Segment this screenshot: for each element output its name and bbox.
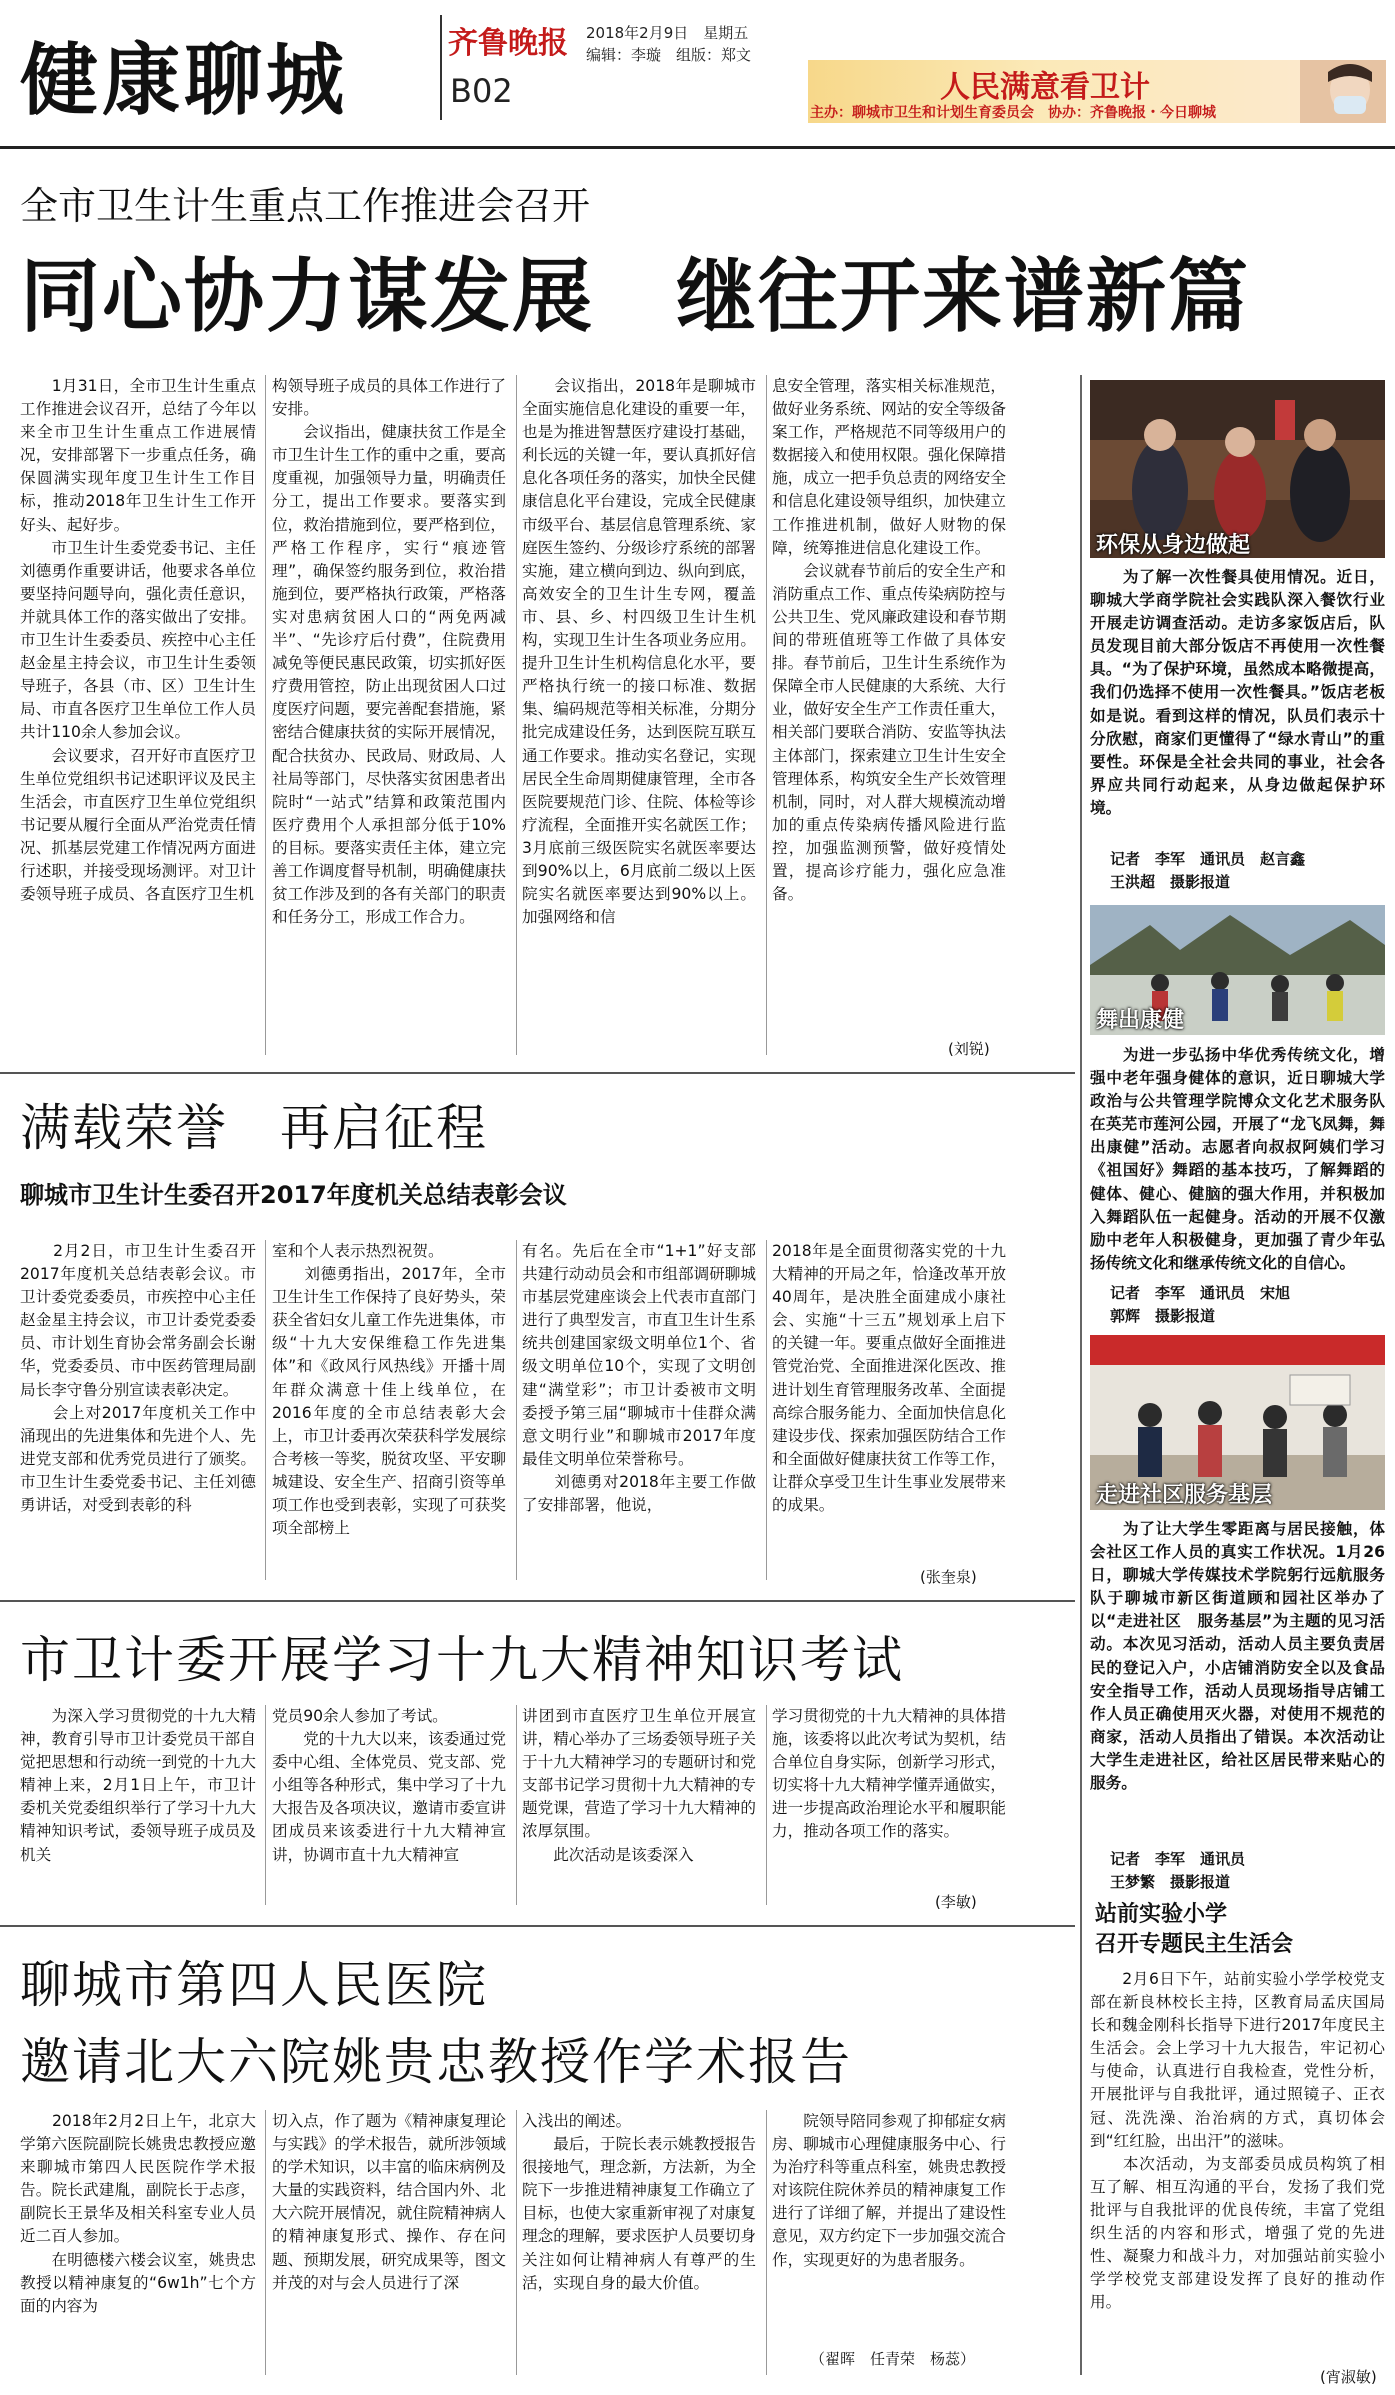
article3-column-1: 为深入学习贯彻党的十九大精神，教育引导市卫计委党员干部自觉把思想和行动统一到党的十九大精神上来，2月1日上午，市卫计委机关党委组织举行了学习十九大精神知识考试，委领导班子成员及机关: [20, 1707, 256, 1864]
sidebar-story-3: 为了让大学生零距离与居民接触，体会社区工作人员的真实工作状况。1月26日，聊城大学传媒技术学院躬行远航服务队于聊城市新区街道顾和园社区举办了以“走进社区 服务基层”为主题的见习活动。本次见习活动，活动人员主要负责居民的登记入户，小店铺消防安全以及食品安全指导工作，活动人员现场指导店铺工作人员正确使用灭火器，对使用不规范的商家，活动人员指出了错误。本次活动让大学生走进社区，给社区居民带来贴心的服务。: [1090, 1520, 1385, 1793]
article1-headline: 同心协力谋发展 继往开来谱新篇: [20, 249, 1250, 343]
sidebar-divider: [1080, 375, 1082, 2375]
article1-column-2: 构领导班子成员的具体工作进行了安排。 会议指出，健康扶贫工作是全市卫生计生工作的重中之重，要高度重视，加强领导力量，明确责任分工，提出工作要求。要落实到位，救治措施到位，要严格到位，严格工作程序，实行“痕迹管理”，确保签约服务到位，救治措施到位，要严格执行政策，严格落实对患病贫困人口的“两免两减半”、“先诊疗后付费”，住院费用减免等便民惠民政策，切实抓好医疗费用管控，防止出现贫困人口过度医疗问题，要完善配套措施，紧密结合健康扶贫的实际开展情况，配合扶贫办、民政局、财政局、人社局等部门，尽快落实贫困患者出院时“一站式”结算和政策范围内医疗费用个人承担部分低于10%的目标。要落实责任主体，建立完善工作调度督导机制，明确健康扶贫工作涉及到的各有关部门的职责和任务分工，形成工作合力。: [272, 377, 506, 927]
newspaper-logo: 齐鲁晚报: [448, 26, 568, 61]
article4-headline-line2: 邀请北大六院姚贵忠教授作学术报告: [20, 2033, 852, 2091]
date-line: 2018年2月9日 星期五: [586, 24, 749, 42]
banner-subtitle: 主办：聊城市卫生和计划生育委员会 协办：齐鲁晚报・今日聊城: [810, 105, 1216, 121]
masthead-rule: [0, 146, 1395, 149]
sidebar-story-1: 为了解一次性餐具使用情况。近日，聊城大学商学院社会实践队深入餐饮行业开展走访调查活动。走访多家饭店后，队员发现目前大部分饭店不再使用一次性餐具。“为了保护环境，虽然成本略微提高，我们仍选择不使用一次性餐具。”饭店老板如是说。看到这样的情况，队员们表示十分欣慰，商家们更懂得了“绿水青山”的重要性。环保是全社会共同的事业，社会各界应共同行动起来，从身边做起保护环境。: [1090, 568, 1385, 817]
article2-headline: 满载荣誉 再启征程: [20, 1099, 488, 1157]
photo3-caption: 走进社区服务基层: [1096, 1483, 1273, 1508]
article1-kicker: 全市卫生计生重点工作推进会召开: [20, 184, 591, 228]
masthead-divider: [440, 15, 442, 120]
article4-byline: （翟晖 任青荣 杨蕊）: [810, 2350, 976, 2368]
article1-byline: (刘锐): [948, 1040, 990, 1058]
banner-title: 人民满意看卫计: [940, 70, 1150, 105]
section-rule: [0, 1072, 1075, 1074]
sidebar-credit-3: 记者 李军 通讯员 王梦繁 摄影报道: [1110, 1850, 1246, 1891]
column-divider: [766, 1240, 767, 1580]
section-rule: [0, 1925, 1075, 1927]
column-divider: [516, 1240, 517, 1580]
sidebar-story-4: 2月6日下午，站前实验小学学校党支部在新良林校长主持，区教育局孟庆国局长和魏金刚科长指导下进行2017年度民主生活会。会上学习十九大报告，牢记初心与使命，认真进行自我检查，党性分析，开展批评与自我批评，通过照镜子、正衣冠、洗洗澡、治治病的方式，真切体会到“红红脸，出出汗”的滋味。 本次活动，为支部委员成员构筑了相互了解、相互沟通的平台，发扬了我们党批评与自我批评的优良传统，丰富了党组织生活的内容和形式，增强了党的先进性、凝聚力和战斗力，对加强站前实验小学学校党支部建设发挥了良好的推动作用。: [1090, 1970, 1385, 2312]
banner-portrait-image: [1300, 60, 1386, 123]
photo2-caption: 舞出康健: [1096, 1008, 1185, 1033]
page-number: B02: [450, 72, 513, 110]
article1-column-3: 会议指出，2018年是聊城市全面实施信息化建设的重要一年，也是为推进智慧医疗建设打基础，利长远的关键一年，要认真抓好信息化各项任务的落实，加快全民健康信息化平台建设，完成全民健康市级平台、基层信息管理系统、家庭医生签约、分级诊疗系统的部署实施，建立横向到边、纵向到底，高效安全的卫生计生专网，覆盖市、县、乡、村四级卫生计生机构，实现卫生计生各项业务应用。提升卫生计生机构信息化水平，要严格执行统一的接口标准、数据集、编码规范等相关标准，分期分批完成建设任务，达到医院互联互通工作要求。推动实名登记，实现居民全生命周期健康管理，全市各医院要规范门诊、住院、体检等诊疗流程，全面推开实名就医工作；3月底前三级医院实名就医率要达到90%以上，6月底前二级以上医院实名就医率要达到90%以上。加强网络和信: [522, 377, 756, 927]
sidebar-credit-1: 记者 李军 通讯员 赵言鑫 王洪超 摄影报道: [1110, 850, 1306, 891]
article1-column-4: 息安全管理，落实相关标准规范，做好业务系统、网站的安全等级备案工作，严格规范不同等级用户的数据接入和使用权限。强化保障措施，成立一把手负总责的网络安全和信息化建设领导组织，加快建立工作推进机制，做好人财物的保障，统筹推进信息化建设工作。 会议就春节前后的安全生产和消防重点工作、重点传染病防控与公共卫生、党风廉政建设和春节期间的带班值班等工作做了具体安排。春节前后，卫生计生系统作为保障全市人民健康的大系统、大行业，做好安全生产工作责任重大，相关部门要联合消防、安监等执法主体部门，探索建立卫生计生安全管理体系，构筑安全生产长效管理机制，同时，对人群大规模流动增加的重点传染病传播风险进行监控，加强监测预警，做好疫情处置，提高诊疗能力，强化应急准备。: [772, 377, 1006, 904]
article2-column-1: 2月2日，市卫生计生委召开2017年度机关总结表彰会议。市卫计委党委委员，市疾控中心主任赵金星主持会议，市卫计委党委委员、市计划生育协会常务副会长谢华，党委委员、市中医药管理局副局长李守鲁分别宣读表彰决定。 会上对2017年度机关工作中涌现出的先进集体和先进个人、先进党支部和优秀党员进行了颁奖。市卫生计生委党委书记、主任刘德勇讲话，对受到表彰的科: [20, 1242, 256, 1515]
article3-byline: (李敏): [935, 1893, 977, 1911]
article3-column-4: 学习贯彻党的十九大精神的具体措施，该委将以此次考试为契机，结合单位自身实际，创新学习形式，切实将十九大精神学懂弄通做实，进一步提高政治理论水平和履职能力，推动各项工作的落实。: [772, 1707, 1006, 1841]
article3-column-3: 讲团到市直医疗卫生单位开展宣讲，精心举办了三场委领导班子关于十九大精神学习的专题研讨和党支部书记学习贯彻十九大精神的专题党课，营造了学习十九大精神的浓厚氛围。 此次活动是该委深入: [522, 1707, 756, 1864]
column-divider: [265, 1705, 266, 1905]
column-divider: [766, 1705, 767, 1905]
column-divider: [766, 375, 767, 1055]
article4-column-3: 入浅出的阐述。 最后，于院长表示姚教授报告很接地气，理念新，方法新，为全院下一步推进精神康复工作确立了目标，也使大家重新审视了对康复理念的理解，要求医护人员要切身关注如何让精神病人有尊严的生活，实现自身的最大价值。: [522, 2112, 756, 2292]
column-divider: [516, 2110, 517, 2375]
article4-column-4: 院领导陪同参观了抑郁症女病房、聊城市心理健康服务中心、行为治疗科等重点科室，姚贵忠教授对该院住院休养员的精神康复工作进行了详细了解，并提出了建设性意见，双方约定下一步加强交流合作，实现更好的为患者服务。: [772, 2112, 1006, 2269]
article4-column-2: 切入点，作了题为《精神康复理论与实践》的学术报告，就所涉领域的学术知识，以丰富的临床病例及大量的实践资料，结合国内外、北大六院开展情况，就住院精神病人的精神康复形式、操作、存在问题、预期发展，研究成果等，图文并茂的对与会人员进行了深: [272, 2112, 506, 2292]
column-divider: [265, 1240, 266, 1580]
column-divider: [766, 2110, 767, 2375]
sidebar-story-4-title: 站前实验小学 召开专题民主生活会: [1095, 1902, 1294, 1957]
article4-column-1: 2018年2月2日上午，北京大学第六医院副院长姚贵忠教授应邀来聊城市第四人民医院作学术报告。院长武建胤，副院长于忐彦，副院长王景华及相关科室专业人员近二百人参加。 在明德楼六楼会议室，姚贵忠教授以精神康复的“6w1h”七个方面的内容为: [20, 2112, 256, 2315]
article2-subhead: 聊城市卫生计生委召开2017年度机关总结表彰会议: [20, 1181, 567, 1209]
article4-headline-line1: 聊城市第四人民医院: [20, 1956, 488, 2014]
column-divider: [265, 2110, 266, 2375]
article3-headline: 市卫计委开展学习十九大精神知识考试: [20, 1631, 904, 1689]
article2-column-4: 2018年是全面贯彻落实党的十九大精神的开局之年，恰逢改革开放40周年，是决胜全面建成小康社会、实施“十三五”规划承上启下的关键一年。要重点做好全面推进管党治党、全面推进深化医改、推进计划生育管理服务改革、全面提高综合服务能力、全面加快信息化建设步伐、探索加强医防结合工作和全面做好健康扶贫工作等工作，让群众享受卫生计生事业发展带来的成果。: [772, 1242, 1006, 1515]
editor-line: 编辑：李璇 组版：郑文: [586, 46, 752, 64]
section-rule: [0, 1600, 1075, 1602]
article3-column-2: 党员90余人参加了考试。 党的十九大以来，该委通过党委中心组、全体党员、党支部、党小组等各种形式，集中学习了十九大报告及各项决议，邀请市委宣讲团成员来该委进行十九大精神宣讲，协调市直十九大精神宣: [272, 1707, 506, 1864]
column-divider: [265, 375, 266, 1055]
article1-column-1: 1月31日，全市卫生计生重点工作推进会议召开，总结了今年以来全市卫生计生重点工作进展情况，安排部署下一步重点任务，确保圆满实现年度卫生计生工作目标，推动2018年卫生计生工作开好头、起好步。 市卫生计生委党委书记、主任刘德勇作重要讲话，他要求各单位要坚持问题导向，强化责任意识，并就具体工作的落实做出了安排。市卫生计生委委员、疾控中心主任赵金星主持会议，市卫生计生委领导班子，各县（市、区）卫生计生局、市直各医疗卫生单位工作人员共计110余人参加会议。 会议要求，召开好市直医疗卫生单位党组织书记述职评议及民主生活会，市直医疗卫生单位党组织书记要从履行全面从严治党责任情况、抓基层党建工作情况两方面进行述职，并接受现场测评。对卫计委领导班子成员、各直医疗卫生机: [20, 377, 256, 904]
sidebar-story-2: 为进一步弘扬中华优秀传统文化，增强中老年强身健体的意识，近日聊城大学政治与公共管理学院博众文化艺术服务队在英芜市莲河公园，开展了“龙飞凤舞，舞出康健”活动。志愿者向叔叔阿姨们学习《祖国好》舞蹈的基本技巧，了解舞蹈的健体、健心、健脑的强大作用，并积极加入舞蹈队伍一起健身。活动的开展不仅激励中老年人积极健身，更加强了青少年弘扬传统文化和继承传统文化的自信心。: [1090, 1046, 1385, 1272]
column-divider: [516, 1705, 517, 1905]
photo1-caption: 环保从身边做起: [1096, 533, 1251, 558]
article2-column-3: 有名。先后在全市“1+1”好支部共建行动动员会和市组部调研聊城市基层党建座谈会上代表市直部门进行了典型发言，市直卫生计生系统共创建国家级文明单位1个、省级文明单位10个，实现了文明创建“满堂彩”；市卫计委被市文明委授予第三届“聊城市十佳群众满意文明行业”和聊城市2017年度最佳文明单位荣誉称号。 刘德勇对2018年主要工作做了安排部署，他说，: [522, 1242, 756, 1515]
article2-byline: (张奎泉): [920, 1568, 977, 1586]
article2-column-2: 室和个人表示热烈祝贺。 刘德勇指出，2017年，全市卫生计生工作保持了良好势头，荣获全省妇女儿童工作先进集体，市级“十九大安保维稳工作先进集体”和《政风行风热线》开播十周年群众满意十佳上线单位，在2016年度的全市总结表彰大会上，市卫计委再次荣获科学发展综合考核一等奖，脱贫攻坚、平安聊城建设、安全生产、招商引资等单项工作也受到表彰，实现了可获奖项全部榜上: [272, 1242, 506, 1538]
column-divider: [516, 375, 517, 1055]
sidebar-byline-4: (宵淑敏): [1320, 2368, 1377, 2386]
sidebar-credit-2: 记者 李军 通讯员 宋旭 郭辉 摄影报道: [1110, 1284, 1291, 1325]
page-section-title: 健康聊城: [20, 35, 349, 126]
